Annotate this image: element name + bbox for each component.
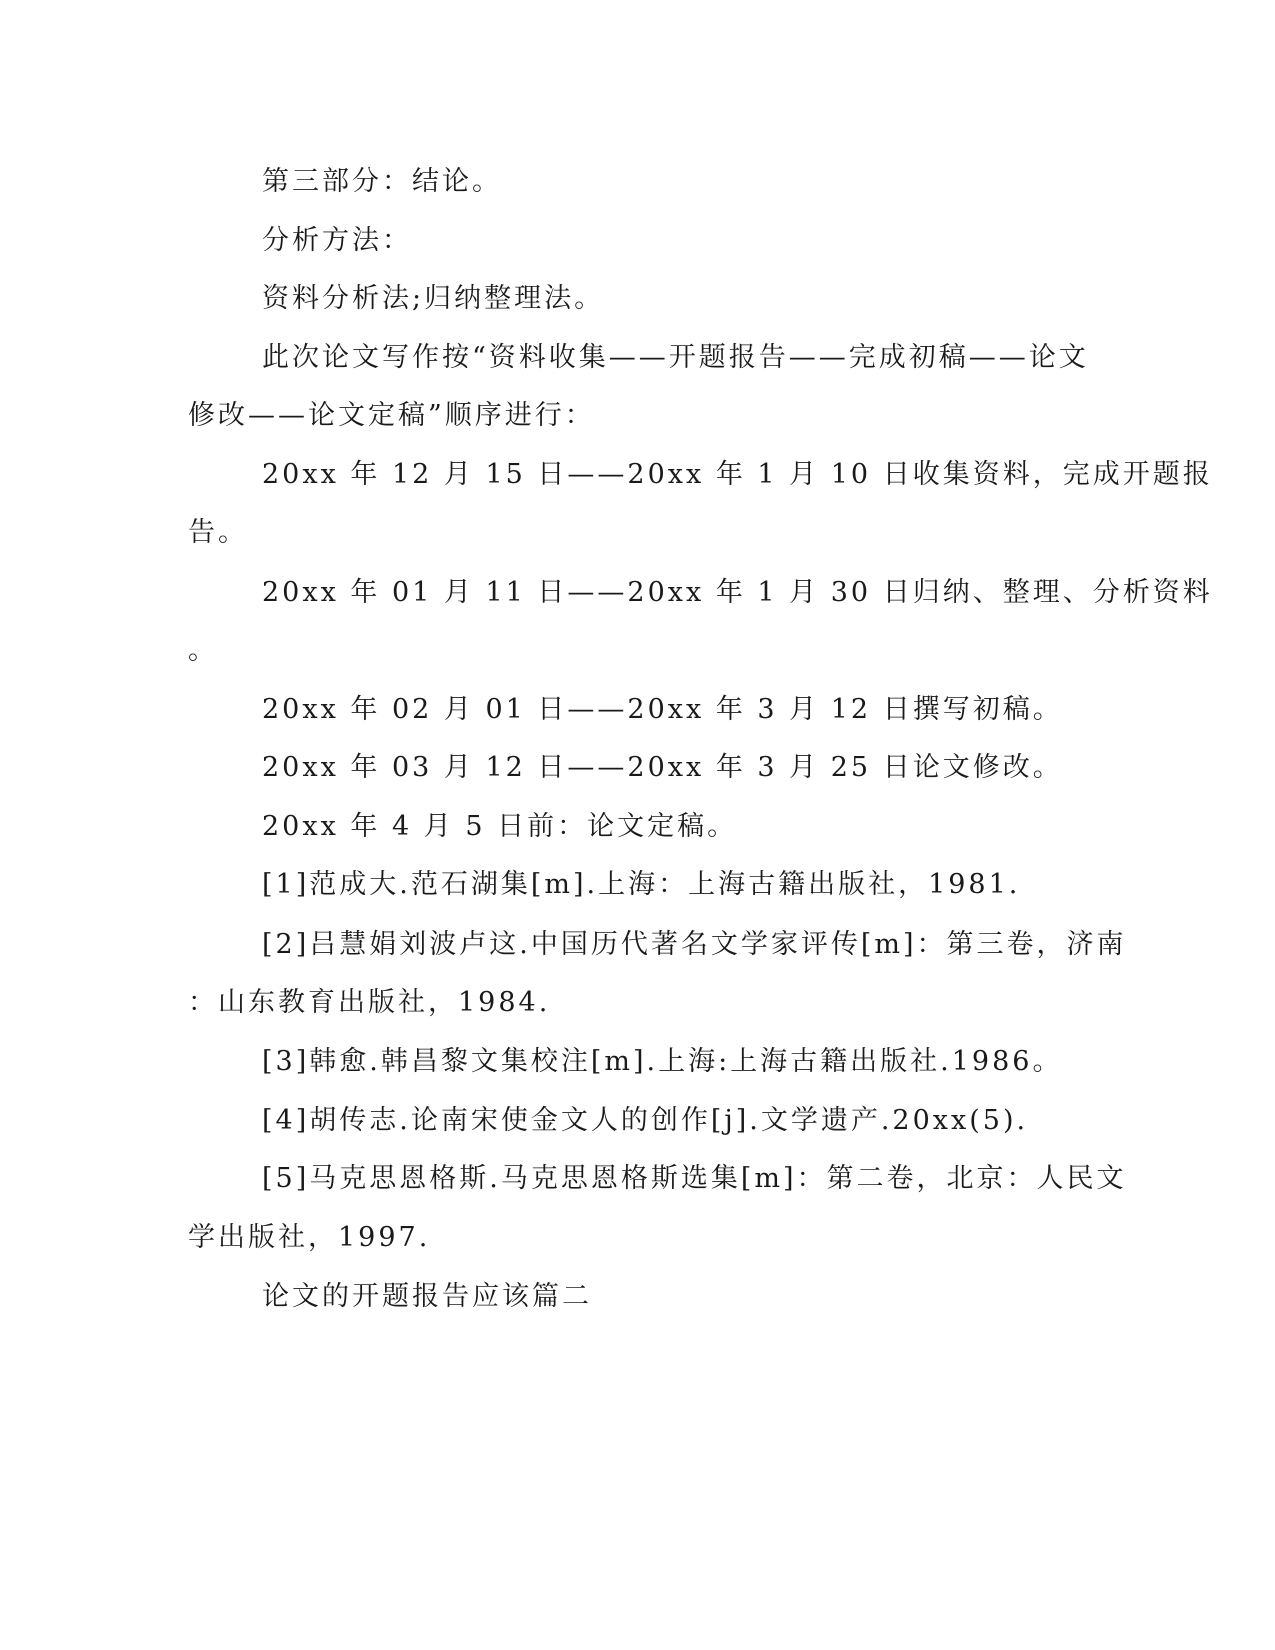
- section-heading: 论文的开题报告应该篇二: [262, 1281, 592, 1312]
- reference-item: [1]范成大.范石湖集[m].上海：上海古籍出版社，1981.: [262, 869, 1021, 900]
- reference-item: [2]吕慧娟刘波卢这.中国历代著名文学家评传[m]：第三卷，济南: [262, 929, 1127, 960]
- text-line: 20xx 年 01 月 11 日——20xx 年 1 月 30 日归纳、整理、分析资料: [262, 577, 1213, 608]
- text-line: 告。: [188, 517, 248, 548]
- text-line: 。: [188, 635, 218, 666]
- text-line: 分析方法：: [262, 225, 412, 256]
- reference-item-continued: 学出版社，1997.: [188, 1222, 431, 1253]
- text-line: 修改——论文定稿”顺序进行：: [188, 400, 595, 431]
- text-line: 20xx 年 4 月 5 日前：论文定稿。: [262, 811, 738, 842]
- text-line: 此次论文写作按“资料收集——开题报告——完成初稿——论文: [262, 342, 1089, 373]
- reference-item: [3]韩愈.韩昌黎文集校注[m].上海:上海古籍出版社.1986。: [262, 1046, 1063, 1077]
- text-line: 20xx 年 02 月 01 日——20xx 年 3 月 12 日撰写初稿。: [262, 694, 1063, 725]
- text-line: 第三部分：结论。: [262, 166, 502, 197]
- text-line: 20xx 年 12 月 15 日——20xx 年 1 月 10 日收集资料，完成开题报: [262, 459, 1213, 490]
- reference-item-continued: ：山东教育出版社，1984.: [188, 987, 551, 1018]
- reference-item: [4]胡传志.论南宋使金文人的创作[j].文学遗产.20xx(5).: [262, 1105, 1029, 1136]
- text-line: 资料分析法;归纳整理法。: [262, 283, 605, 314]
- text-line: 20xx 年 03 月 12 日——20xx 年 3 月 25 日论文修改。: [262, 752, 1063, 783]
- reference-item: [5]马克思恩格斯.马克思恩格斯选集[m]：第二卷，北京：人民文: [262, 1163, 1127, 1194]
